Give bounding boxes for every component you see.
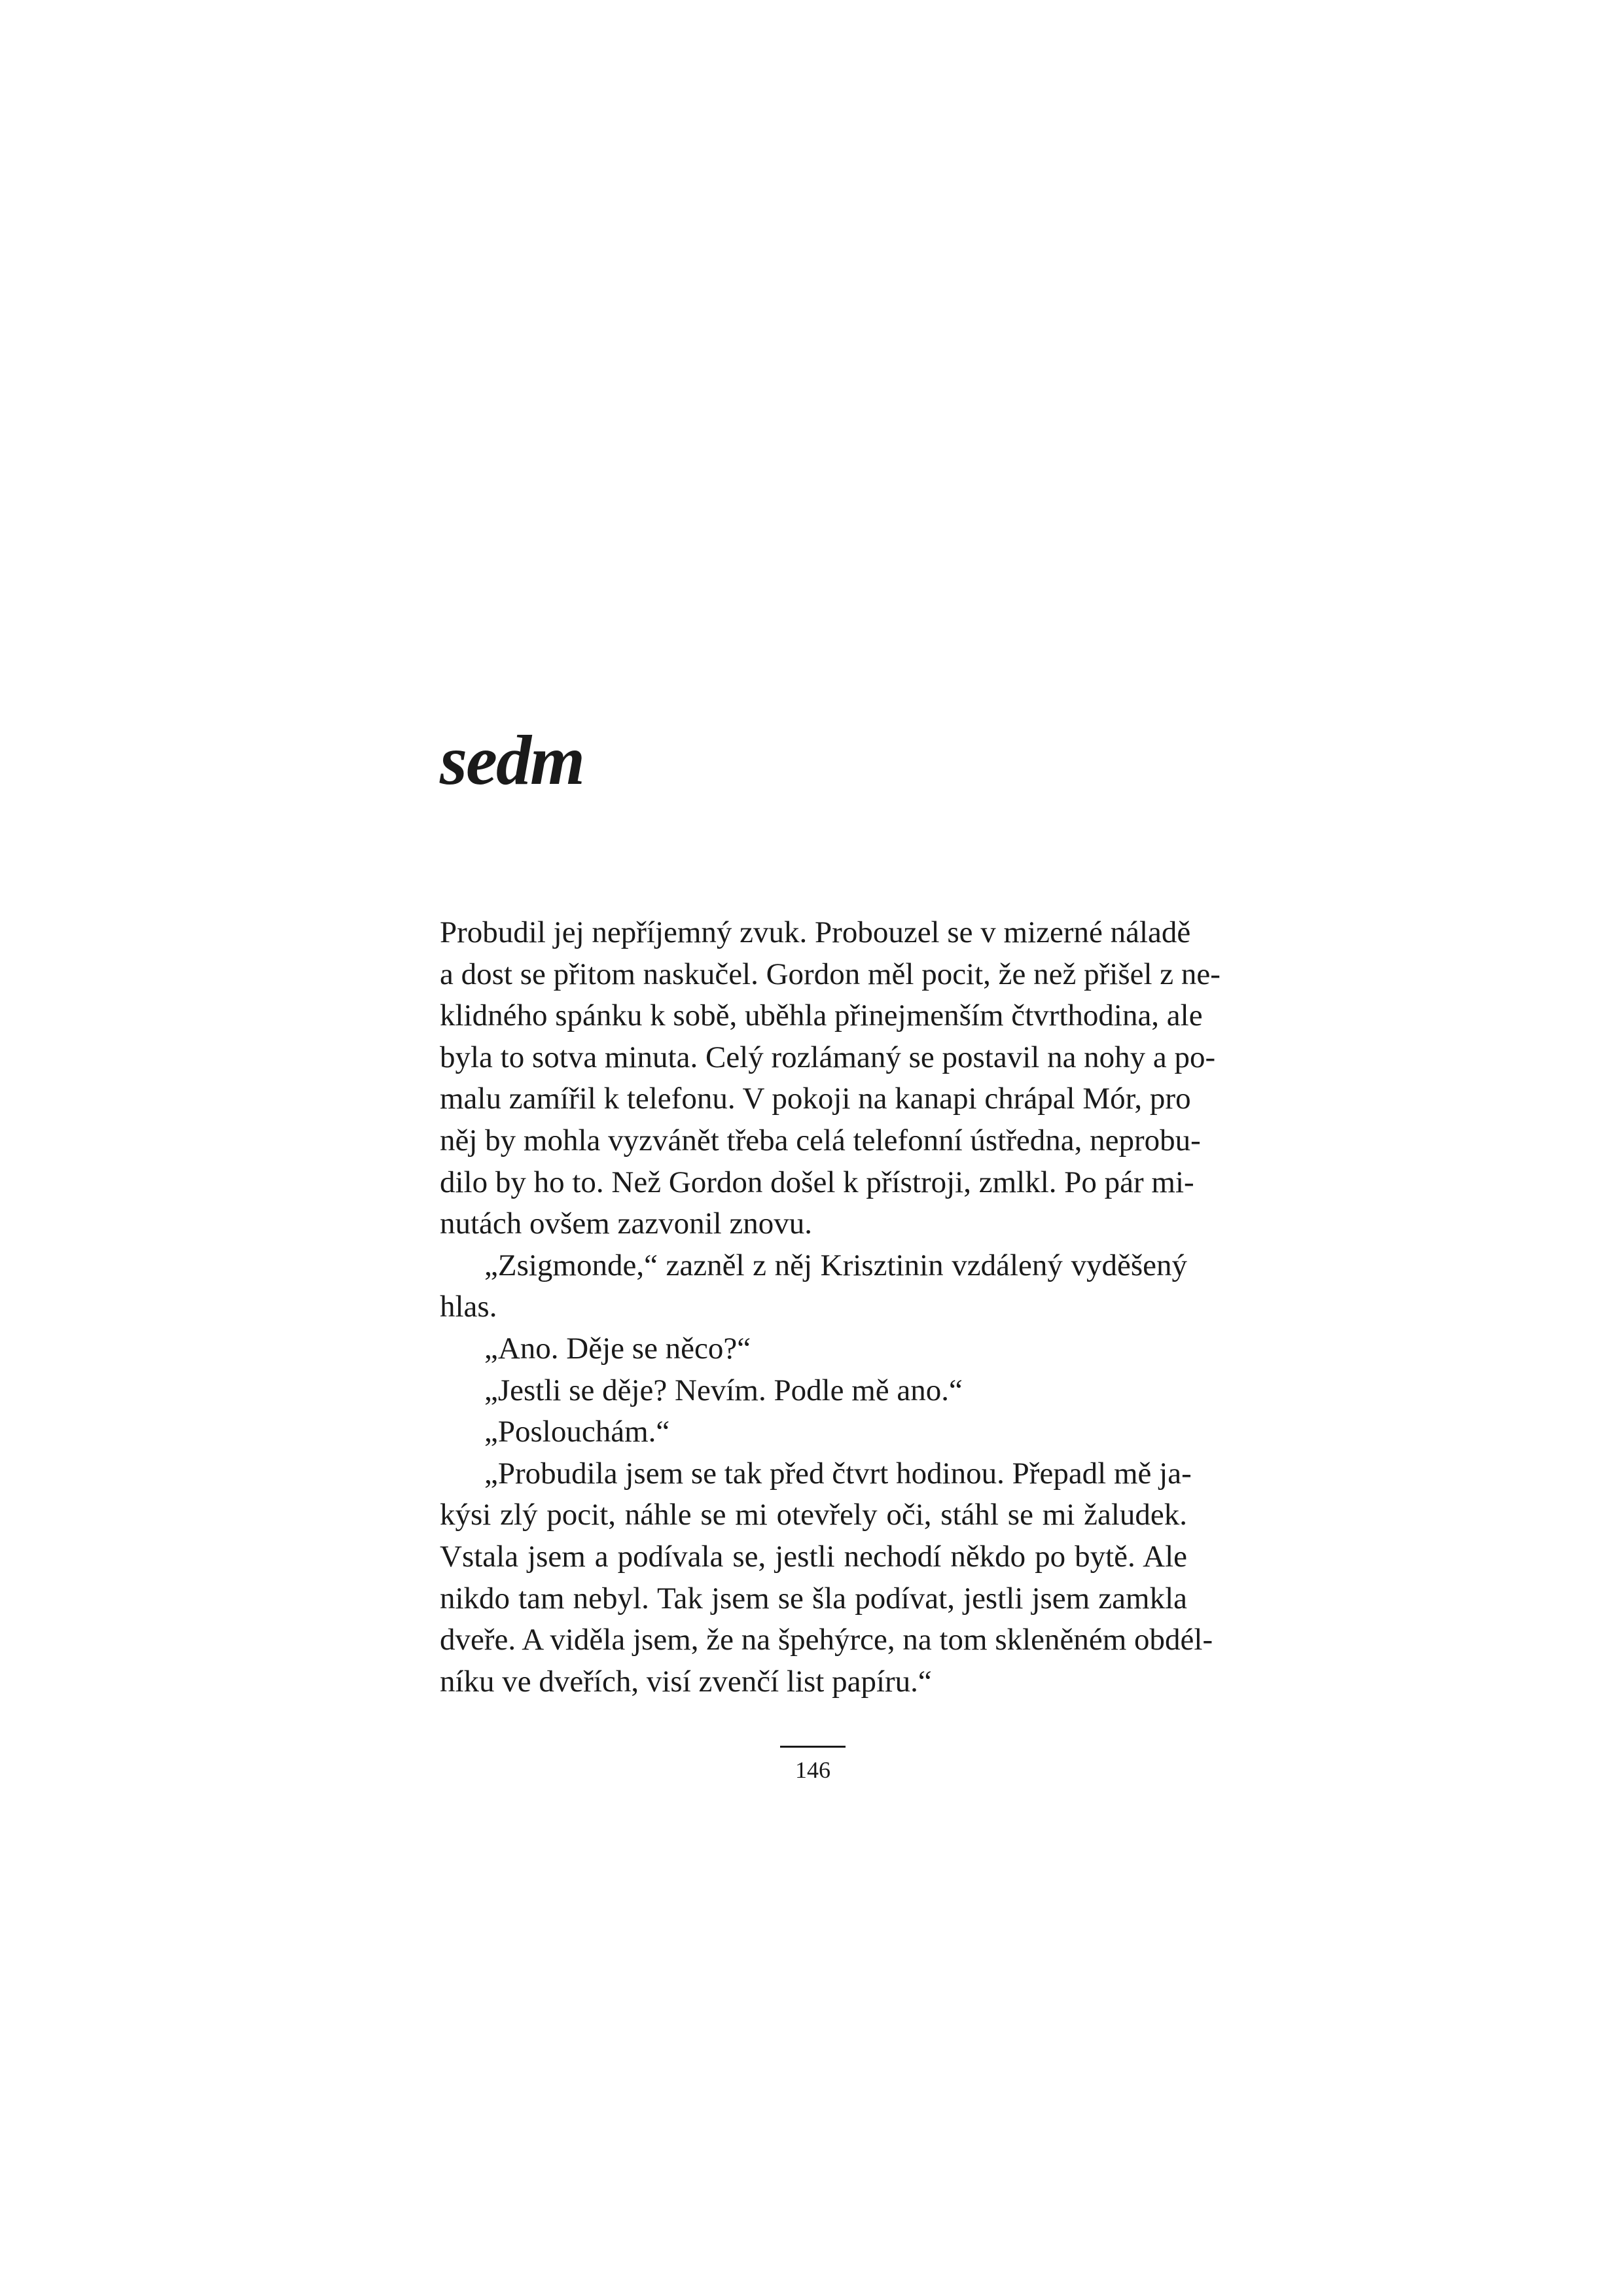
text-line: hlas. — [440, 1290, 497, 1324]
footer-rule — [780, 1746, 846, 1748]
text-line: „Zsigmonde,“ zazněl z něj Krisztinin vzdálený vyděšený — [484, 1248, 1187, 1282]
text-line: Probudil jej nepříjemný zvuk. Probouzel se v mizerné náladě — [440, 915, 1191, 949]
text-line: dilo by ho to. Než Gordon došel k přístroji, zmlkl. Po pár mi- — [440, 1165, 1194, 1199]
text-line: Vstala jsem a podívala se, jestli nechodí někdo po bytě. Ale — [440, 1539, 1187, 1574]
text-line: „Ano. Děje se něco?“ — [484, 1331, 751, 1366]
text-line: „Poslouchám.“ — [484, 1415, 670, 1449]
text-line: malu zamířil k telefonu. V pokoji na kanapi chrápal Mór, pro — [440, 1082, 1191, 1116]
text-line: kýsi zlý pocit, náhle se mi otevřely oči, stáhl se mi žaludek. — [440, 1498, 1187, 1532]
body-text — [440, 912, 1221, 1703]
text-line: „Jestli se děje? Nevím. Podle mě ano.“ — [484, 1373, 963, 1407]
text-line: a dost se přitom naskučel. Gordon měl pocit, že než přišel z ne- — [440, 957, 1221, 991]
text-line: dveře. A viděla jsem, že na špehýrce, na tom skleněném obdél- — [440, 1623, 1213, 1657]
text-line: „Probudila jsem se tak před čtvrt hodinou. Přepadl mě ja- — [484, 1456, 1192, 1491]
text-line: nikdo tam nebyl. Tak jsem se šla podívat, jestli jsem zamkla — [440, 1581, 1187, 1616]
text-line: nutách ovšem zazvonil znovu. — [440, 1207, 813, 1241]
text-line: níku ve dveřích, visí zvenčí list papíru.“ — [440, 1664, 932, 1699]
text-line: něj by mohla vyzvánět třeba celá telefonní ústředna, neprobu- — [440, 1123, 1201, 1157]
text-line: byla to sotva minuta. Celý rozlámaný se postavil na nohy a po- — [440, 1040, 1216, 1074]
chapter-title: sedm — [440, 722, 584, 800]
page-number: 146 — [795, 1757, 830, 1783]
text-line: klidného spánku k sobě, uběhla přinejmenším čtvrthodina, ale — [440, 998, 1203, 1033]
